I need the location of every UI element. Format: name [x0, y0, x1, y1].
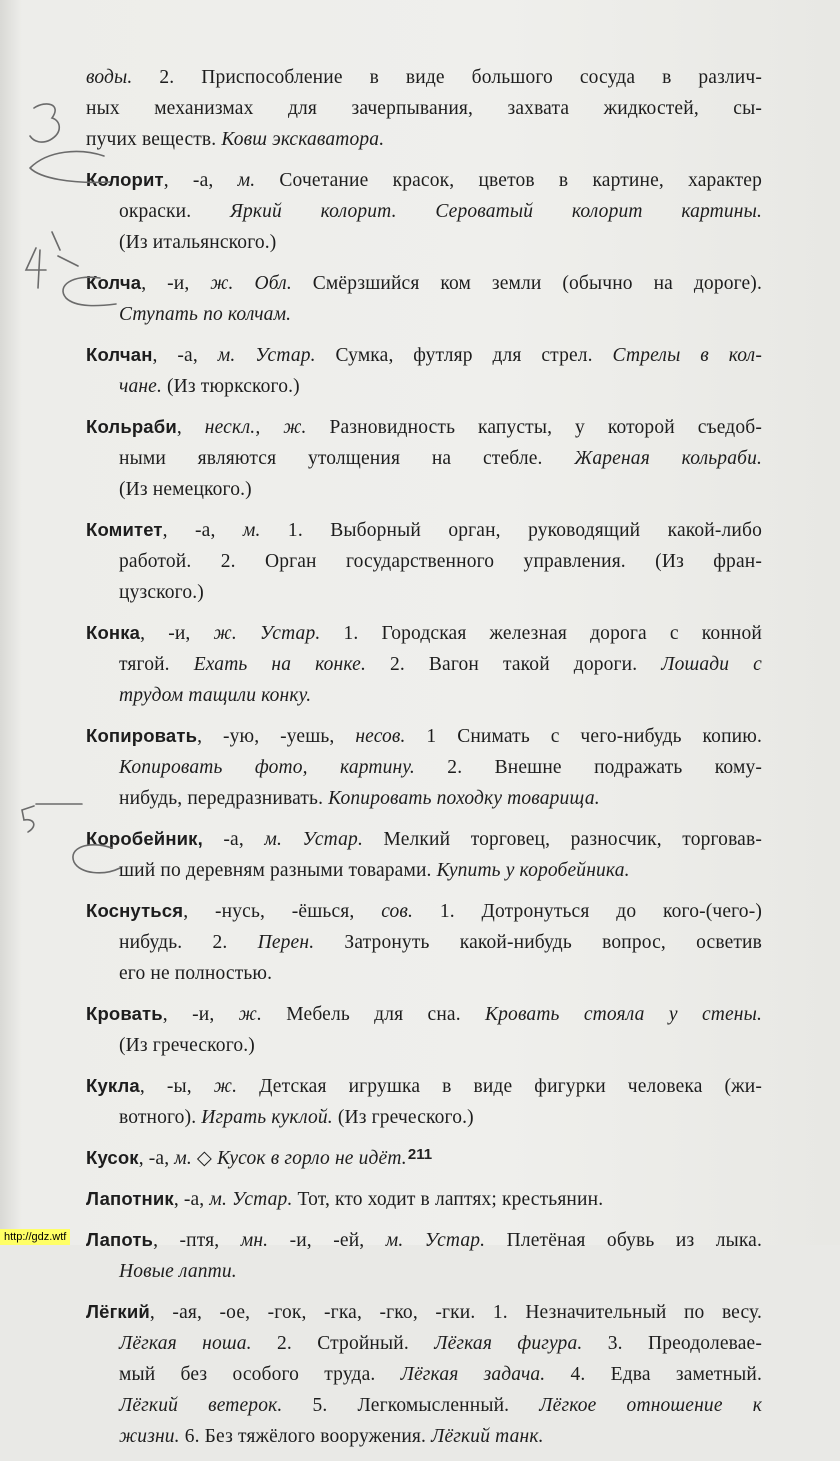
entry-line [86, 855, 762, 886]
italic-text: Лошади с [661, 654, 762, 675]
entry-line [86, 1421, 762, 1452]
italic-text: ж. [213, 1076, 238, 1097]
entry-line [86, 371, 762, 402]
italic-text: ж. Обл. [210, 273, 292, 294]
italic-text: сов. [381, 901, 414, 922]
entry-line [86, 617, 762, 649]
definition-text: Тот, кто ходит в лаптях; крестьянин. [292, 1189, 604, 1210]
entry-line [86, 720, 762, 752]
headword: Лёгкий [86, 1301, 150, 1322]
dictionary-entry [86, 720, 762, 814]
definition-text: , -а, [163, 170, 238, 191]
definition-text: окраски. [119, 201, 230, 222]
italic-text: ж. [238, 1004, 262, 1025]
definition-text: цузского.) [119, 582, 204, 603]
entry-line [86, 196, 762, 227]
definition-text: , [176, 417, 205, 438]
definition-text: 6. Без тяжёлого вооружения. [179, 1426, 432, 1447]
headword: Кровать [86, 1003, 163, 1024]
definition-text: 2. Вагон такой дороги. [366, 654, 662, 675]
entry-line [86, 958, 762, 989]
headword: Коснуться [86, 900, 184, 921]
definition-text: (Из греческого.) [119, 1035, 255, 1056]
entry-line [86, 514, 762, 546]
italic-text: Лёгкая фигура. [434, 1333, 583, 1354]
dictionary-entry [86, 617, 762, 711]
definition-text: Мебель для сна. [262, 1004, 486, 1025]
site-link[interactable]: http://gdz.wtf [0, 1229, 70, 1245]
entry-line [86, 1030, 762, 1061]
headword: Колчан [86, 344, 153, 365]
headword: Кольраби [86, 416, 177, 437]
entry-line [86, 299, 762, 330]
definition-text: 3. Преодолевае- [582, 1333, 762, 1354]
definition-text: (Из немецкого.) [119, 479, 252, 500]
entry-line [86, 1390, 762, 1421]
definition-text: Мелкий торговец, разносчик, торговав- [362, 829, 762, 850]
definition-text: 2. Внешне подражать кому- [414, 757, 762, 778]
italic-text: Стрелы в кол- [612, 345, 762, 366]
definition-text: ◇ [191, 1148, 218, 1169]
italic-text: Ступать по колчам. [119, 304, 292, 325]
headword: Копировать [86, 725, 198, 746]
definition-text: , -ую, -уешь, [197, 726, 356, 747]
italic-text: Жареная кольраби. [574, 448, 762, 469]
italic-text: Лёгкий танк. [431, 1426, 544, 1447]
entry-line [86, 339, 762, 371]
entry-line [86, 474, 762, 505]
entry-line [86, 1296, 762, 1328]
italic-text: м. [174, 1148, 192, 1169]
definition-text: 5. Легкомысленный. [282, 1395, 540, 1416]
italic-text: Лёгкий ветерок. [119, 1395, 283, 1416]
definition-text: работой. 2. Орган государственного управления. (Из фран- [119, 551, 762, 572]
definition-text: его не полностью. [119, 963, 273, 984]
entry-line [86, 680, 762, 711]
italic-text: нескл., ж. [204, 417, 307, 438]
definition-text: Смёрзшийся ком земли (обычно на дороге). [291, 273, 762, 294]
dictionary-entry [86, 164, 762, 258]
definition-text: Плетёная обувь из лыка. [485, 1230, 762, 1251]
italic-text: м. [242, 520, 261, 541]
dictionary-entry [86, 1224, 762, 1287]
italic-text: Купить у коробейника. [436, 860, 630, 881]
entry-line [86, 577, 762, 608]
italic-text: Копировать походку товарища. [328, 788, 600, 809]
italic-text: Лёгкая ноша. [119, 1333, 252, 1354]
headword: Колорит [86, 169, 164, 190]
italic-text: м. Устар. [385, 1230, 486, 1251]
entry-line [86, 895, 762, 927]
entry-line [86, 1359, 762, 1390]
definition-text: , -ы, [139, 1076, 214, 1097]
definition-text: Разновидность капусты, у которой съедоб- [306, 417, 762, 438]
definition-text: , -ая, -ое, -гок, -гка, -гко, -гки. 1. Незначительный по весу. [149, 1302, 762, 1323]
definition-text: Детская игрушка в виде фигурки человека (жи- [237, 1076, 763, 1097]
entry-line [86, 93, 762, 124]
page-number: 211 [407, 1146, 433, 1163]
italic-text: чане. [119, 376, 163, 397]
definition-text: тягой. [119, 654, 194, 675]
definition-text: 1. Дотронуться до кого-(чего-) [413, 901, 762, 922]
dictionary-entry [86, 339, 762, 402]
definition-text: , -а, [162, 520, 243, 541]
dictionary-entry [86, 411, 762, 505]
dictionary-entries [86, 62, 762, 1461]
entry-line [86, 1102, 762, 1133]
margin-mark-3 [30, 104, 59, 142]
definition-text: , -и, [141, 273, 211, 294]
entry-line [86, 752, 762, 783]
italic-text: м. [237, 170, 256, 191]
headword: Лапотник [86, 1188, 174, 1209]
definition-text: -а, [202, 829, 265, 850]
dictionary-entry [86, 1070, 762, 1133]
italic-text: Лёгкое отношение к [539, 1395, 763, 1416]
headword: Кукла [86, 1075, 140, 1096]
entry-line [86, 267, 762, 299]
definition-text: 2. Стройный. [251, 1333, 435, 1354]
entry-line [86, 546, 762, 577]
italic-text: м. Устар. [209, 1189, 293, 1210]
definition-text: ными являются утолщения на стебле. [119, 448, 575, 469]
entry-line [86, 823, 762, 855]
italic-text: Кусок в горло не идёт. [217, 1148, 407, 1169]
definition-text: (Из греческого.) [332, 1107, 474, 1128]
definition-text: 2. Приспособление в виде большого сосуда в различ- [132, 67, 762, 88]
definition-text: (Из тюркского.) [162, 376, 300, 397]
italic-text: Перен. [257, 932, 315, 953]
headword: Лапоть [86, 1229, 154, 1250]
headword: Конка [86, 622, 141, 643]
definition-text: ший по деревням разными товарами. [119, 860, 437, 881]
definition-text: , -птя, [153, 1230, 241, 1251]
italic-text: несов. [355, 726, 406, 747]
definition-text: Затронуть какой-нибудь вопрос, осветив [314, 932, 762, 953]
dictionary-entry [86, 514, 762, 608]
definition-text: 4. Едва заметный. [545, 1364, 762, 1385]
dictionary-entry [86, 998, 762, 1061]
definition-text: , -нусь, -ёшься, [183, 901, 382, 922]
entry-line [86, 411, 762, 443]
definition-text: нибудь. 2. [119, 932, 258, 953]
definition-text: 1 Снимать с чего-нибудь копию. [405, 726, 762, 747]
definition-text: мый без особого труда. [119, 1364, 401, 1385]
dictionary-entry [86, 895, 762, 989]
italic-text: жизни. [119, 1426, 180, 1447]
definition-text: , -и, [162, 1004, 239, 1025]
entry-line [86, 649, 762, 680]
headword: Комитет [86, 519, 163, 540]
entry-line [86, 1328, 762, 1359]
headword: Колча [86, 272, 142, 293]
italic-text: трудом тащили конку. [119, 685, 312, 706]
entry-line [86, 124, 762, 155]
entry-line [86, 927, 762, 958]
italic-text: ж. Устар. [213, 623, 321, 644]
headword: Кусок [86, 1147, 139, 1168]
italic-text: Копировать фото, картину. [119, 757, 415, 778]
entry-line [86, 62, 762, 93]
entry-line [86, 1224, 762, 1256]
definition-text: вотного). [119, 1107, 202, 1128]
entry-line [86, 1256, 762, 1287]
italic-text: Кровать стояла у стены. [485, 1004, 762, 1025]
dictionary-entry [86, 62, 762, 155]
margin-mark-5 [22, 806, 34, 832]
definition-text: 1. Выборный орган, руководящий какой-либо [260, 520, 762, 541]
italic-text: м. Устар. [264, 829, 363, 850]
definition-text: 1. Городская железная дорога с конной [320, 623, 762, 644]
definition-text: нибудь, передразнивать. [119, 788, 329, 809]
dictionary-entry [86, 823, 762, 886]
italic-text: Яркий колорит. Сероватый колорит картины. [229, 201, 762, 222]
entry-line [86, 783, 762, 814]
definition-text: , -а, [138, 1148, 175, 1169]
italic-text: мн. [240, 1230, 269, 1251]
definition-text: пучих веществ. [86, 129, 222, 150]
entry-line [86, 1070, 762, 1102]
headword: Коробейник, [86, 828, 203, 849]
margin-mark-4 [26, 232, 78, 288]
definition-text: ных механизмах для зачерпывания, захвата жидкостей, сы- [86, 98, 762, 119]
entry-line [86, 227, 762, 258]
italic-text: Ехать на конке. [193, 654, 366, 675]
entry-line [86, 998, 762, 1030]
entry-line [86, 1183, 762, 1215]
entry-line [86, 164, 762, 196]
definition-text: (Из итальянского.) [119, 232, 277, 253]
definition-text: -и, -ей, [268, 1230, 386, 1251]
dictionary-entry [86, 267, 762, 330]
entry-line [86, 443, 762, 474]
definition-text: , -а, [173, 1189, 210, 1210]
italic-text: Ковш экскаватора. [221, 129, 385, 150]
dictionary-entry [86, 1296, 762, 1452]
italic-text: Играть куклой. [201, 1107, 333, 1128]
italic-text: м. Устар. [217, 345, 316, 366]
definition-text: Сочетание красок, цветов в картине, характер [255, 170, 762, 191]
definition-text: , -и, [140, 623, 214, 644]
dictionary-entry [86, 1183, 762, 1215]
definition-text: Сумка, футляр для стрел. [315, 345, 613, 366]
italic-text: воды. [86, 67, 133, 88]
italic-text: Новые лапти. [119, 1261, 237, 1282]
definition-text: , -а, [152, 345, 218, 366]
italic-text: Лёгкая задача. [400, 1364, 546, 1385]
